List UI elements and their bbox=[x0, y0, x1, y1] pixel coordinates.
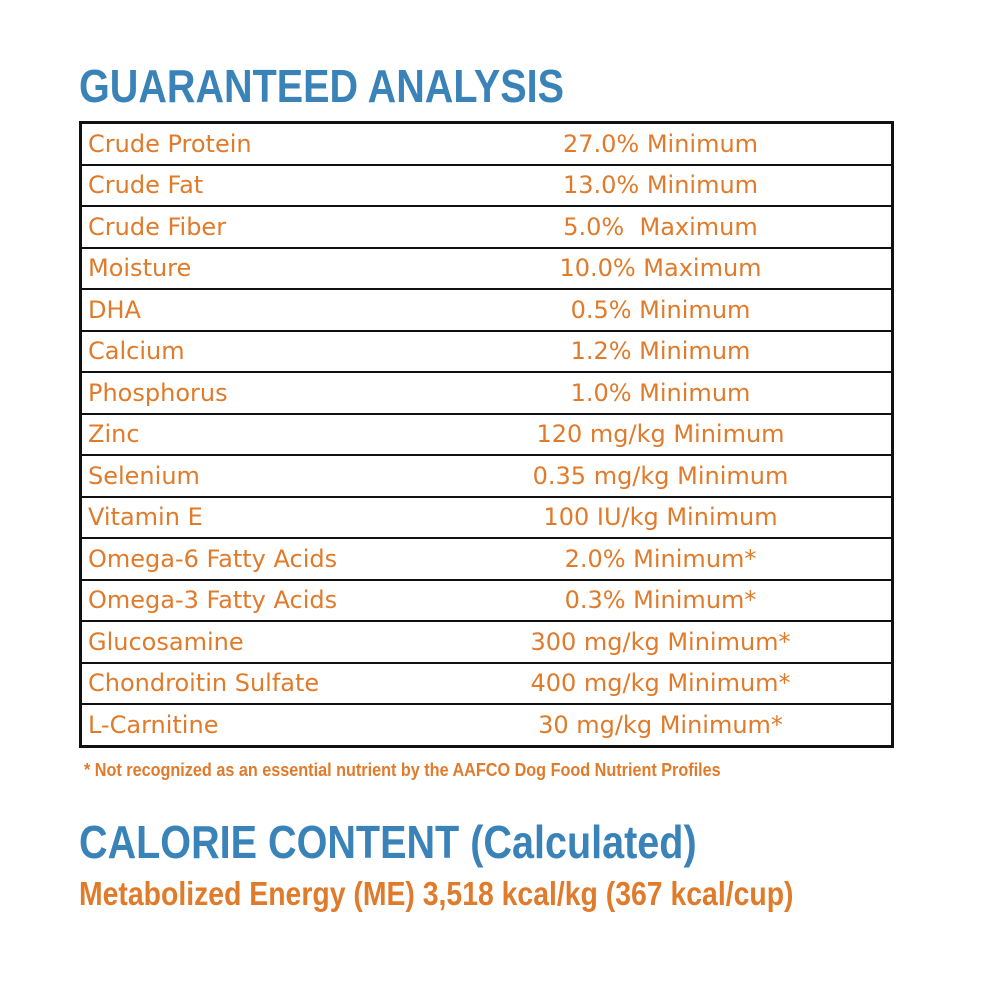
calorie-content-qualifier: (Calculated) bbox=[470, 816, 697, 868]
nutrient-value-cell bbox=[518, 372, 893, 414]
analysis-row bbox=[81, 165, 893, 207]
nutrient-value: 2.0% Minimum* bbox=[564, 544, 757, 573]
analysis-row bbox=[81, 621, 893, 663]
nutrient-value: 1.0% Minimum bbox=[570, 378, 751, 407]
nutrient-value: 1.2% Minimum bbox=[570, 337, 751, 366]
calorie-content-title: CALORIE CONTENT bbox=[79, 816, 460, 868]
analysis-table-body bbox=[81, 123, 893, 747]
nutrient-value-cell bbox=[518, 538, 893, 580]
nutrient-value-cell bbox=[518, 206, 893, 248]
nutrient-name: Omega-3 Fatty Acids bbox=[81, 580, 519, 622]
guaranteed-analysis-heading: GUARANTEED ANALYSIS bbox=[79, 60, 565, 112]
nutrient-value: 27.0% Minimum bbox=[562, 129, 759, 158]
nutrient-value-cell bbox=[518, 289, 893, 331]
guaranteed-analysis-table bbox=[79, 121, 894, 748]
nutrient-name: Zinc bbox=[81, 414, 519, 456]
nutrient-value-cell bbox=[518, 704, 893, 746]
nutrient-value: 5.0% Maximum bbox=[563, 212, 758, 241]
nutrient-name: Vitamin E bbox=[81, 497, 519, 539]
nutrient-name: Phosphorus bbox=[81, 372, 519, 414]
nutrient-name: L-Carnitine bbox=[81, 704, 519, 746]
analysis-row bbox=[81, 372, 893, 414]
nutrient-value-cell bbox=[518, 580, 893, 622]
analysis-row bbox=[81, 206, 893, 248]
nutrient-value: 400 mg/kg Minimum* bbox=[530, 669, 791, 698]
nutrient-value-cell bbox=[518, 663, 893, 705]
nutrient-value: 100 IU/kg Minimum bbox=[543, 503, 778, 532]
nutrient-name: Calcium bbox=[81, 331, 519, 373]
analysis-row bbox=[81, 248, 893, 290]
analysis-row bbox=[81, 580, 893, 622]
nutrient-name: Chondroitin Sulfate bbox=[81, 663, 519, 705]
nutrient-name: Omega-6 Fatty Acids bbox=[81, 538, 519, 580]
analysis-row bbox=[81, 331, 893, 373]
calorie-content-heading bbox=[79, 814, 697, 870]
analysis-row bbox=[81, 123, 893, 165]
metabolized-energy-text: Metabolized Energy (ME) 3,518 kcal/kg (367 kcal/cup) bbox=[79, 875, 794, 912]
nutrient-value-cell bbox=[518, 248, 893, 290]
nutrient-name: Moisture bbox=[81, 248, 519, 290]
nutrient-value-cell bbox=[518, 455, 893, 497]
nutrient-value: 30 mg/kg Minimum* bbox=[538, 710, 783, 739]
analysis-row bbox=[81, 704, 893, 746]
analysis-row bbox=[81, 414, 893, 456]
nutrient-value-cell bbox=[518, 497, 893, 539]
analysis-row bbox=[81, 497, 893, 539]
nutrient-name: Crude Fiber bbox=[81, 206, 519, 248]
nutrient-name: Crude Fat bbox=[81, 165, 519, 207]
nutrient-value-cell bbox=[518, 331, 893, 373]
nutrient-value: 13.0% Minimum bbox=[562, 171, 759, 200]
nutrient-value: 300 mg/kg Minimum* bbox=[530, 627, 791, 656]
nutrient-value: 0.3% Minimum* bbox=[564, 586, 757, 615]
nutrient-name: Selenium bbox=[81, 455, 519, 497]
analysis-row bbox=[81, 663, 893, 705]
nutrient-value: 0.5% Minimum bbox=[570, 295, 751, 324]
nutrient-name: Glucosamine bbox=[81, 621, 519, 663]
nutrient-value-cell bbox=[518, 165, 893, 207]
nutrient-value: 120 mg/kg Minimum bbox=[536, 420, 785, 449]
nutrient-name: Crude Protein bbox=[88, 129, 252, 158]
aafco-footnote: * Not recognized as an essential nutrient by the AAFCO Dog Food Nutrient Profiles bbox=[84, 760, 721, 780]
nutrient-value: 0.35 mg/kg Minimum bbox=[532, 461, 789, 490]
nutrient-name: DHA bbox=[81, 289, 519, 331]
nutrient-value-cell bbox=[518, 414, 893, 456]
analysis-row bbox=[81, 538, 893, 580]
analysis-row bbox=[81, 455, 893, 497]
nutrient-value-cell bbox=[518, 621, 893, 663]
nutrient-value-cell bbox=[518, 123, 893, 165]
nutrient-value: 10.0% Maximum bbox=[559, 254, 762, 283]
analysis-row bbox=[81, 289, 893, 331]
